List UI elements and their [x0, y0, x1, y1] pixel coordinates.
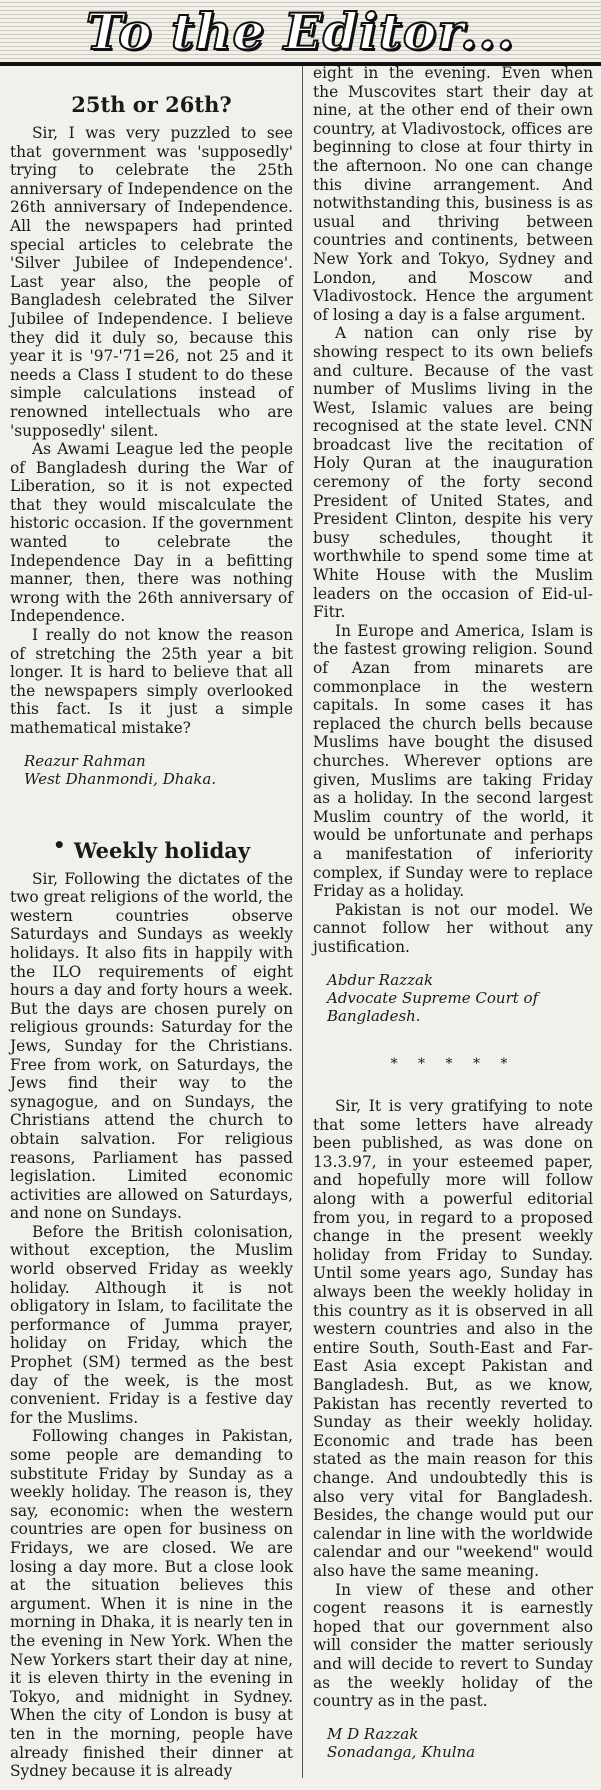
letter-paragraph: Sir, Following the dictates of the two great religions of the world, the western countries observe Saturdays and Sundays as weekly holidays. It also fits in happily with the ILO requirements of eight hours a day and forty hours a week. But the days are chosen purely on religious grounds: Saturday for the Jews, Sunday for the Christians. Free from work, on Saturdays, the Jews find their way to the synagogue, and on Sundays, the Christians attend the church to obtain salvation. For religious reasons, Parliament has passed legislation. Limited economic activities are allowed on Saturdays, and none on Sundays. [10, 869, 293, 1223]
letter-paragraph: I really do not know the reason of stretching the 25th year a bit longer. It is hard to believe that all the newspapers simply overlooked this fact. Is it just a simple mathematical mistake? [10, 626, 293, 737]
letter-paragraph: As Awami League led the people of Bangladesh during the War of Liberation, so it is not expected that they would miscalculate the historic occasion. If the government wanted to celebrate the Independence Day in a befitting manner, then, there was nothing wrong with the 26th anniversary of Independence. [10, 440, 293, 626]
letter-headline-wrap [10, 832, 293, 864]
letter-paragraph: In Europe and America, Islam is the fastest growing religion. Sound of Azan from minarets are commonplace in the western capitals. In some cases it has replaced the church bells because Muslims have bought the disused churches. Wherever options are given, Muslims are taking Friday as a holiday. In the second largest Muslim country of the world, it would be unfortunate and perhaps a manifestation of inferiority complex, if Sunday were to replace Friday as a holiday. [313, 621, 593, 901]
letter-paragraph: eight in the evening. Even when the Muscovites start their day at nine, at the other end of their own country, at Vladivostock, offices are beginning to close at four thirty in the afternoon. No one can change this divine arrangement. And notwithstanding this, business is as usual and thriving between countries and continents, between New York and Tokyo, Sydney and London, and Moscow and Vladivostock. Hence the argument of losing a day is a false argument. [313, 64, 593, 324]
page-title: To the Editor... [85, 2, 516, 61]
letter-paragraph: Sir, It is very gratifying to note that some letters have already been published, as was done on 13.3.97, in your esteemed paper, and hopefully more will follow along with a powerful editorial from you, in regard to a proposed change in the present weekly holiday from Friday to Sunday. Until some years ago, Sunday has always been the weekly holiday in this country as it is observed in all western countries and also in the entire South, South-East and Far-East Asia except Pakistan and Bangladesh. But, as we know, Pakistan has recently reverted to Sunday as their weekly holiday. Economic and trade has been stated as the main reason for this change. And undoubtedly this is also very vital for Bangladesh. Besides, the change would put our calendar in line with the worldwide calendar and our "weekend" would also have the same meaning. [313, 1097, 593, 1580]
letter-paragraph: In view of these and other cogent reasons it is earnestly hoped that our government also will consider the matter seriously and will decide to revert to Sunday as the weekly holiday of the country as in the past. [313, 1580, 593, 1711]
letter-headline: Weekly holiday [73, 837, 251, 863]
letter-paragraph: Pakistan is not our model. We cannot follow her without any justification. [313, 900, 593, 956]
letter-headline: 25th or 26th? [71, 92, 232, 117]
signature-name: Abdur Razzak [327, 970, 434, 989]
left-column [10, 76, 293, 1781]
signature-name: Reazur Rahman [24, 751, 146, 770]
letter-signature [327, 1725, 593, 1761]
column-divider [302, 66, 303, 1778]
letter-paragraph: Following changes in Pakistan, some people are demanding to substitute Friday by Sunday as a weekly holiday. The reason is, they say, economic: when the western countries are open for business on Fridays, we are closed. We are losing a day more. But a close look at the situation believes this argument. When it is nine in the morning in Dhaka, it is nearly ten in the evening in New York. When the New Yorkers start their day at nine, it is eleven thirty in the evening in Tokyo, and midnight in Sydney. When the city of London is busy at ten in the morning, people have already finished their dinner at Sydney because it is already [10, 1427, 293, 1781]
signature-location: West Dhanmondi, Dhaka. [24, 769, 217, 788]
bullet-icon: • [52, 832, 66, 857]
signature-location: Sonadanga, Khulna [327, 1742, 476, 1761]
section-separator: * * * * * [390, 1055, 516, 1072]
signature-location: Advocate Supreme Court of Bangladesh. [327, 988, 539, 1025]
letter-paragraph: A nation can only rise by showing respect to its own beliefs and culture. Because of the vast number of Muslims living in the West, Islamic values are being recognised at the state level. CNN broadcast live the recitation of Holy Quran at the inauguration ceremony of the forty second President of United States, and President Clinton, despite his very busy schedules, thought it worthwhile to spend some time at White House with the Muslim leaders on the occasion of Eid-ul-Fitr. [313, 324, 593, 622]
letter-paragraph: Sir, I was very puzzled to see that government was 'supposedly' trying to celebrate the 25th anniversary of Independence on the 26th anniversary of Independence. All the newspapers had printed special articles to celebrate the 'Silver Jubilee of Independence'. Last year also, the people of Bangladesh celebrated the Silver Jubilee of Independence. I believe they did it duly so, because this year it is '97-'71=26, not 25 and it needs a Class I student to do these simple calculations instead of renowned intellectuals who are 'supposedly' silent. [10, 124, 293, 440]
letter-signature [24, 752, 293, 788]
signature-name: M D Razzak [327, 1724, 419, 1743]
right-column [313, 64, 593, 1761]
letter-signature [327, 971, 593, 1025]
masthead-banner [0, 0, 601, 66]
letter-paragraph: Before the British colonisation, without exception, the Muslim world observed Friday as weekly holiday. Although it is not obligatory in Islam, to facilitate the performance of Jumma prayer, holiday on Friday, which the Prophet (SM) termed as the best day of the week, is the most convenient. Friday is a festive day for the Muslims. [10, 1222, 293, 1427]
